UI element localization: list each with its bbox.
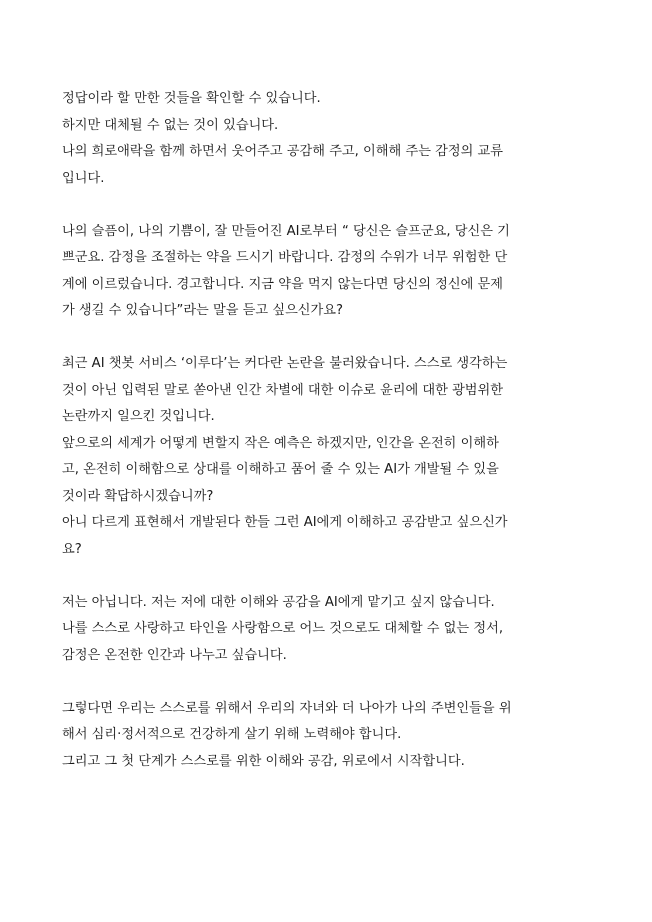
text-line: 가 생길 수 있습니다”라는 말을 듣고 싶으신가요?: [62, 303, 344, 318]
text-line: 나의 희로애락을 함께 하면서 웃어주고 공감해 주고, 이해해 주는 감정의 교류: [62, 144, 504, 159]
paragraph-2: [62, 219, 592, 325]
text-line: 것이 아닌 입력된 말로 쏟아낸 인간 차별에 대한 이슈로 윤리에 대한 광범위한: [62, 382, 504, 398]
text-line: 나를 스스로 사랑하고 타인을 사랑함으로 어느 것으로도 대체할 수 없는 정서,: [62, 621, 504, 636]
text-line: 나의 슬픔이, 나의 기쁨이, 잘 만들어진 AI로부터 “ 당신은 슬프군요, 당신은 기: [62, 223, 510, 239]
text-line: 쁘군요. 감정을 조절하는 약을 드시기 바랍니다. 감정의 수위가 너무 위험한 단: [62, 250, 508, 265]
text-line: 고, 온전히 이해함으로 상대를 이해하고 품어 줄 수 있는 AI가 개발될 수 있을: [62, 462, 499, 477]
document-body: [62, 86, 592, 775]
text-line: 감정은 온전한 인간과 나누고 싶습니다.: [62, 647, 287, 663]
text-line: 그렇다면 우리는 스스로를 위해서 우리의 자녀와 더 나아가 나의 주변인들을 위: [62, 700, 512, 716]
text-line: 것이라 확답하시겠습니까?: [62, 488, 214, 504]
text-line: 입니다.: [62, 170, 105, 186]
paragraph-4: [62, 590, 592, 670]
text-line: 해서 심리·정서적으로 건강하게 살기 위해 노력해야 합니다.: [62, 727, 402, 742]
paragraph-3: [62, 351, 592, 563]
paragraph-5: [62, 696, 592, 776]
text-line: 아니 다르게 표현해서 개발된다 한들 그런 AI에게 이해하고 공감받고 싶으신가: [62, 515, 508, 530]
text-line: 앞으로의 세계가 어떻게 변할지 작은 예측은 하겠지만, 인간을 온전히 이해하: [62, 435, 499, 451]
text-line: 최근 AI 챗봇 서비스 ‘이루다’는 커다란 논란을 불러왔습니다. 스스로 생각하는: [62, 356, 508, 371]
text-line: 계에 이르렀습니다. 경고합니다. 지금 약을 먹지 않는다면 당신의 정신에 문제: [62, 276, 504, 292]
text-line: 그리고 그 첫 단계가 스스로를 위한 이해와 공감, 위로에서 시작합니다.: [62, 753, 465, 769]
text-line: 하지만 대체될 수 없는 것이 있습니다.: [62, 117, 279, 133]
paragraph-1: [62, 86, 592, 192]
text-line: 정답이라 할 만한 것들을 확인할 수 있습니다.: [62, 91, 321, 106]
text-line: 요?: [62, 541, 82, 557]
text-line: 저는 아닙니다. 저는 저에 대한 이해와 공감을 AI에게 맡기고 싶지 않습니다.: [62, 594, 495, 610]
text-line: 논란까지 일으킨 것입니다.: [62, 409, 215, 424]
